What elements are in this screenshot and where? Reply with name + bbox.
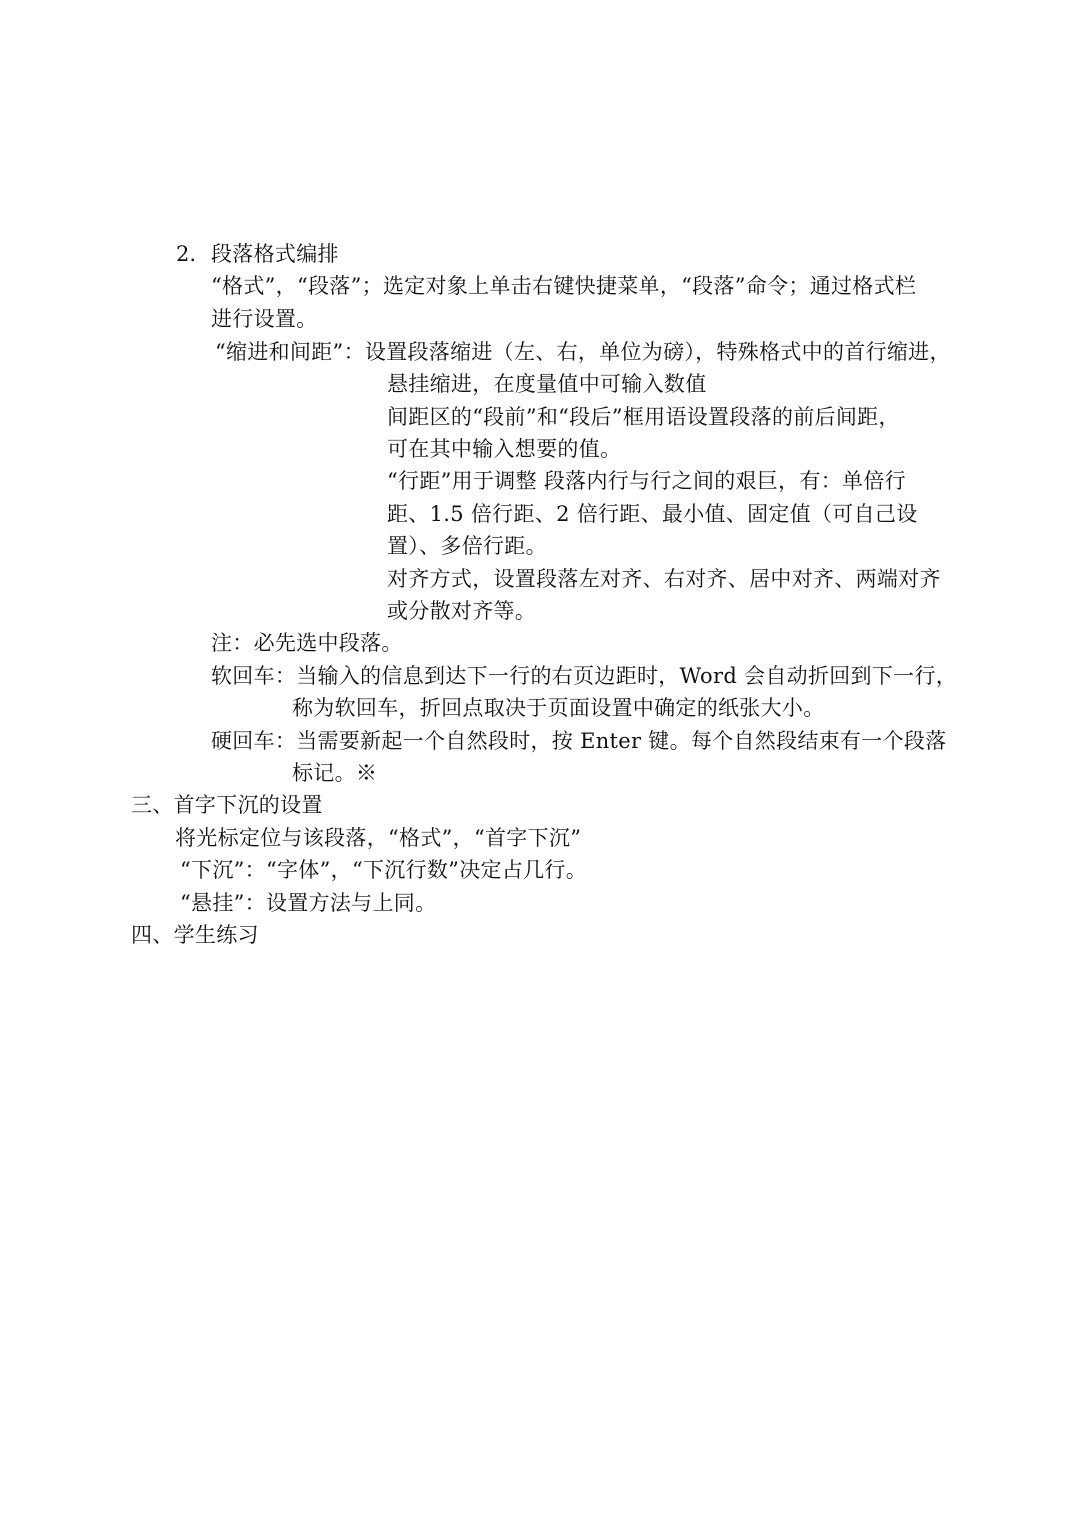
soft-return-line-1: 软回车：当输入的信息到达下一行的右页边距时，Word 会自动折回到下一行， <box>211 664 958 688</box>
drop-cap-line-3: “悬挂”：设置方法与上同。 <box>180 891 437 915</box>
section-3-heading: 三、首字下沉的设置 <box>131 793 323 817</box>
spacing-line-1: 间距区的“段前”和“段后”框用语设置段落的前后间距， <box>387 405 900 429</box>
section-2-title: 段落格式编排 <box>211 242 339 266</box>
alignment-line-1: 对齐方式，设置段落左对齐、右对齐、居中对齐、两端对齐 <box>387 567 941 591</box>
hard-return-line-2: 标记。※ <box>292 761 378 785</box>
hard-return-line-1: 硬回车：当需要新起一个自然段时，按 Enter 键。每个自然段结束有一个段落 <box>211 729 947 753</box>
line-spacing-line-1: “行距”用于调整 段落内行与行之间的艰巨，有：单倍行 <box>387 469 906 493</box>
spacing-line-2: 可在其中输入想要的值。 <box>387 437 622 461</box>
indent-spacing-line-1: “缩进和间距”：设置段落缩进（左、右，单位为磅），特殊格式中的首行缩进， <box>215 340 951 364</box>
note-text: 注：必先选中段落。 <box>211 631 403 655</box>
drop-cap-line-1: 将光标定位与该段落，“格式”，“首字下沉” <box>175 826 582 850</box>
soft-return-line-2: 称为软回车，折回点取决于页面设置中确定的纸张大小。 <box>292 696 825 720</box>
alignment-line-2: 或分散对齐等。 <box>387 599 537 623</box>
paragraph-format-line-1: “格式”，“段落”；选定对象上单击右键快捷菜单，“段落”命令；通过格式栏 <box>211 274 917 298</box>
section-4-heading: 四、学生练习 <box>131 923 259 947</box>
paragraph-format-line-2: 进行设置。 <box>211 307 318 331</box>
line-spacing-line-3: 置）、多倍行距。 <box>387 534 547 558</box>
indent-spacing-line-2: 悬挂缩进，在度量值中可输入数值 <box>387 372 707 396</box>
line-spacing-line-2: 距、1.5 倍行距、2 倍行距、最小值、固定值（可自己设 <box>387 502 918 526</box>
drop-cap-line-2: “下沉”：“字体”，“下沉行数”决定占几行。 <box>180 858 588 882</box>
section-2-number: 2. <box>176 242 197 266</box>
